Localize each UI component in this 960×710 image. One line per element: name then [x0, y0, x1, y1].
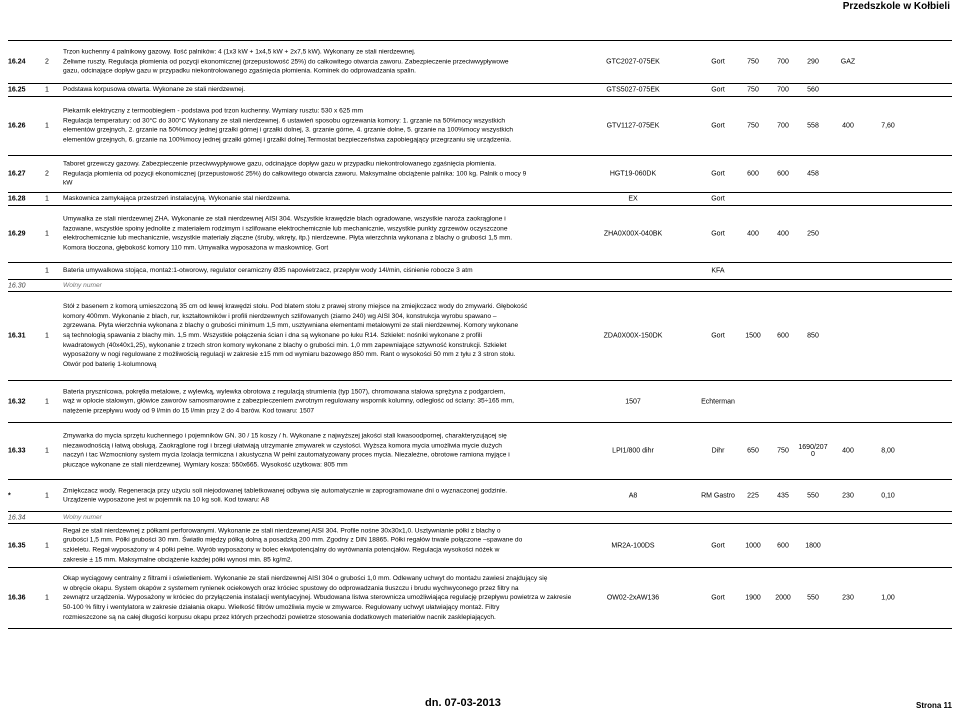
cell-x2: 8,00	[881, 447, 895, 455]
cell-h: 250	[807, 230, 819, 238]
cell-desc: Wolny numer	[63, 281, 102, 289]
cell-prod: Gort	[711, 332, 725, 340]
cell-num: 16.33	[8, 447, 26, 455]
cell-qty: 1	[45, 86, 49, 94]
cell-ord: OW02-2xAW136	[606, 594, 660, 602]
cell-d: 700	[777, 58, 789, 66]
cell-prod: Echterman	[701, 398, 735, 405]
cell-d: 750	[777, 447, 789, 455]
cell-prod: Dihr	[711, 447, 725, 455]
cell-h: 550	[807, 492, 819, 499]
cell-num: 16.28	[8, 195, 26, 203]
cell-num: 16.26	[8, 122, 26, 130]
cell-w: 225	[747, 492, 759, 499]
cell-qty: 2	[45, 58, 49, 66]
cell-ord: ZDA0X00X-150DK	[603, 332, 663, 340]
cell-d: 2000	[775, 594, 791, 602]
cell-ord: EX	[628, 195, 638, 203]
footer-page-number: Strona 11	[915, 701, 952, 710]
table-row	[8, 97, 952, 156]
table-row	[8, 423, 952, 480]
cell-x2: 7,60	[881, 122, 895, 130]
cell-num: *	[8, 492, 11, 499]
cell-num: 16.30	[8, 282, 26, 289]
cell-ord: GTC2027-075EK	[606, 58, 660, 66]
cell-w: 750	[747, 86, 759, 94]
table-row	[8, 381, 952, 423]
cell-qty: 1	[45, 492, 49, 499]
cell-h: 290	[807, 58, 819, 66]
cell-prod: Gort	[711, 594, 725, 602]
cell-num: 16.24	[8, 58, 26, 66]
cell-num: 16.35	[8, 542, 26, 549]
cell-num: 16.34	[8, 514, 26, 521]
cell-w: 650	[747, 447, 759, 455]
company-name: Przedszkole w Kołbieli	[842, 1, 950, 12]
cell-w: 1900	[745, 594, 761, 602]
cell-x1: 230	[842, 492, 854, 499]
cell-h: 1690/207 0	[798, 444, 828, 458]
cell-d: 700	[777, 122, 789, 130]
cell-ord: 1507	[625, 398, 641, 405]
cell-x2: 1,00	[881, 594, 895, 602]
cell-desc: Podstawa korpusowa otwarta. Wykonane ze stali nierdzewnej.	[63, 86, 246, 94]
cell-d: 600	[777, 542, 789, 549]
cell-x1: 230	[842, 594, 854, 602]
cell-num: 16.25	[8, 86, 26, 94]
cell-ord: LPI1/800 dihr	[612, 447, 654, 455]
cell-ord: ZHA0X00X-040BK	[603, 230, 663, 238]
cell-num: 16.31	[8, 332, 26, 340]
table-row	[8, 292, 952, 381]
cell-num: 16.32	[8, 398, 26, 405]
cell-d: 600	[777, 332, 789, 340]
cell-w: 750	[747, 58, 759, 66]
table-row	[8, 84, 952, 97]
cell-desc: Okap wyciągowy centralny z filtrami i oświetleniem. Wykonanie ze stali nierdzewnej AISI 304 o grubości 1,0 mm. Odlewany uchwyt do montażu zawiesi znajdujący się w obręcie okapu. System okapów z systemem rynienek ociekowych oraz króciec spustowy do odprowadzania tłuszczu i brudu wychwyconego przez filtry na zewnątrz urządzenia. Wyposażony w króciec do przyłączenia instalacji wentylacyjnej. Wbudowana listwa sterownicza umożliwiająca regulację przepływu powietrza w zakresie 50-100 % filtry i wentylatora w zakresie działania okapu. Wielkość filtrów umożliwia mycie w zmywarce. Regulowany uchwyt ułatwiający montaż. Filtry rozmieszczone są na całej długości korpusu okapu przez których przechodzi powietrze stosowania dodatkowych materiałów nacnik zasklepiających.	[63, 574, 572, 621]
cell-ord: GTV1127-075EK	[606, 122, 660, 130]
table-row	[8, 156, 952, 193]
table-row	[8, 524, 952, 568]
cell-num: 16.27	[8, 170, 26, 178]
table-row	[8, 40, 952, 84]
cell-prod: RM Gastro	[701, 492, 735, 499]
cell-qty: 1	[45, 398, 49, 405]
cell-x2: 0,10	[881, 492, 895, 499]
cell-h: 560	[807, 86, 819, 94]
cell-d: 700	[777, 86, 789, 94]
cell-x1: 400	[842, 122, 854, 130]
cell-x1: 400	[842, 447, 854, 455]
cell-qty: 1	[45, 230, 49, 238]
cell-desc: Stół z basenem z komorą umieszczoną 35 cm od lewej krawędzi stołu. Pod blatem stołu z prawej strony miejsce na zmiejkczacz wody do zmywarki. Głębokość komory 400mm. Wykonanie z blach, rur, kształtowników i profili nierdzewnych szlifowanych (ziarno 240) wg AISI 304, konstrukcja wyrobu spawano – zgrzewana. Płyta wierzchnia wykonana z blachy o grubości minimum 1,5 mm, usztywniana elementami metalowymi ze stali nierdzewnej. Komory wykonane są technologią spawania z blachy min. 1,5 mm. Wszystkie połączenia ścian i dna są wykonane po łuku R14. Szkielet: nośniki wykonane z profili kwadratowych (40x40x1,25), wykonanie z trzech stron komory wykonane z blachy o grubości min. 1,0 mm zapewniające sztywność konstrukcji. Szkielet wyposażony w nogi regulowane z możliwością regulacji w zakresie ±15 mm od wymiaru bazowego 850 mm. Rant o wysokości 50 mm z tyłu z 3 stron stołu. Otwór pod baterię 1-kolumnową	[63, 303, 528, 369]
cell-w: 1500	[745, 332, 761, 340]
cell-qty: 1	[45, 195, 49, 203]
cell-prod: Gort	[711, 86, 725, 94]
cell-w: 750	[747, 122, 759, 130]
cell-qty: 2	[45, 170, 49, 178]
cell-desc: Wolny numer	[63, 513, 102, 521]
cell-d: 435	[777, 492, 789, 499]
cell-desc: Umywalka ze stali nierdzewnej ZHA. Wykonanie ze stali nierdzewnej AISI 304. Wszystkie krawędzie blach ogradowane, wszystkie naroża zaokrąglone i fazowane, wszystkie spoiny jednolite z materiałem rodzimym i szlifowane elektrochemicznie lub mechanicznie, wszystkie punkty zgrzewów oczyszczone elektrochemicznie lub mechanicznie, wszystkie materiały złączne (śruby, wkręty, itp.) nierdzewne. Płyta wierzchnia wykonana z blachy o grubości 1,5 mm. Komora tłoczona, głębokość komory 110 mm. Umywalka wyposażona w maskownicę. Gort	[63, 215, 513, 252]
table-row	[8, 480, 952, 512]
cell-prod: Gort	[711, 230, 725, 238]
cell-desc: Bateria prysznicowa, pokrętła metalowe, z wylewką, wylewka obrotowa z regulacją strumienia (typ 1507), chromowana stalowa sprężyna z podgarciem, wąż w oplocie stalowym, główice zaworów samosmarowne z zabezpieczeniem zwrotnym regulowany wspornik kolumny, odległość od ściany: 35÷165 mm, natężenie przepływu wody od 9 l/min do 15 l/min przy 2 do 4 barów. Kod towaru: 1507	[63, 387, 514, 415]
cell-prod: Gort	[711, 122, 725, 130]
cell-desc: Zmywarka do mycia sprzętu kuchennego i pojemników GN. 30 / 15 koszy / h. Wykonane z najwyższej jakości stali kwasoodpornej, charakteryzującej się niezawodnością i łatwą obsługą. Zaokrąglone rogi i brzegi ułatwiają utrzymanie zmywarek w czystości. Wyższa komora mycia umożliwia mycie dużych naczyń i tac Wzmocniony system mycia Izolacja termiczna i akustyczna W pełni zautomatyzowany proces mycia. Niezależne, obrotowe ramiona myjące i płuczące wykonane ze stali nierdzewnej. Wymiary kosza: 550x665. Wysokość użytkowa: 805 mm	[63, 432, 510, 469]
cell-qty: 1	[45, 447, 49, 455]
cell-prod: Gort	[711, 58, 725, 66]
cell-qty: 1	[45, 267, 49, 275]
cell-qty: 1	[45, 542, 49, 549]
items-table	[8, 40, 952, 629]
table-row	[8, 512, 952, 524]
cell-prod: Gort	[711, 195, 725, 203]
cell-h: 1800	[805, 542, 821, 549]
table-row	[8, 193, 952, 206]
cell-desc: Piekarnik elektryczny z termoobiegiem - podstawa pod trzon kuchenny. Wymiary rusztu: 530 x 625 mm Regulacja temperatury: od 30°C do 300°C Wykonany ze stali nierdzewnej. 6 ustawień sposobu ogrzewania komory: 1. grzanie na 50%mocy wszystkich elementów grzejnych, 2. grzanie na 50%mocy jednej grzałki górnej i grzałki dolnej, 3. grzanie górne, 4. grzanie dolne, 5. grzanie na 100%mocy wszystkich elementów grzejnych, 6. grzanie na 100%mocy jednej grzałki górnej i grzałki dolnej.Termostat bezpieczeństwa zapobiegający przegrzaniu się urządzenia.	[63, 107, 514, 144]
cell-d: 600	[777, 170, 789, 178]
cell-desc: Bateria umywalkowa stojąca, montaż:1-otworowy, regulator ceramiczny Ø35 napowietrzacz, przepływ wody 14l/min, ciśnienie robocze 3 atm	[63, 267, 473, 275]
cell-qty: 1	[45, 594, 49, 602]
table-row	[8, 568, 952, 629]
cell-desc: Trzon kuchenny 4 palnikowy gazowy. Ilość palników: 4 (1x3 kW + 1x4,5 kW + 2x7,5 kW). Wykonany ze stali nierdzewnej. Żeliwne ruszty. Regulacja płomienia od pozycji ekonomicznej (przepustowość 25%) do całkowitego otwarcia zaworu. Zabezpieczenie przeciwwypływowe gazu, odcinające dopływ gazu w przypadku niekontrolowanego zgaśnięcia płomienia. Kominek do odprowadzania spalin.	[63, 48, 509, 75]
cell-w: 1000	[745, 542, 761, 549]
cell-h: 550	[807, 594, 819, 602]
cell-prod: Gort	[711, 170, 725, 178]
cell-h: 558	[807, 122, 819, 130]
table-row	[8, 206, 952, 263]
cell-x1: GAZ	[840, 58, 856, 66]
cell-desc: Regał ze stali nierdzewnej z półkami perforowanymi. Wykonanie ze stali nierdzewnej AISI 304. Profile nośne 30x30x1,0. Usztywnianie półki z blachy o grubości 1,5 mm. Półki grubości 30 mm. Światło między półką dolną a posadzką 200 mm. Zgodny z DIN 18865. Półki regałów trwale połączone –spawane do szkieletu. Regał wyposażony w 4 półki pełne. Wyrób wyposażony w bolec ekwipotencjalny do wyrównania potencjałów. Regulacja wysokości nóżek w zakresie ± 15 mm. Maksymalne obciążenie każdej półki wynosi min. 85 kg/m2.	[63, 527, 523, 564]
cell-ord: MR2A-100DS	[611, 542, 655, 549]
cell-prod: Gort	[711, 542, 725, 549]
cell-desc: Zmiękczacz wody. Regeneracja przy użyciu soli niejodowanej tabletkowanej odbywa się automatycznie w zaprogramowane dni o wyznaczonej godzinie. Urządzenie wyposażone jest w pojemnik na 10 kg soli. Kod towaru: A8	[63, 486, 508, 504]
cell-num: 16.29	[8, 230, 26, 238]
cell-w: 400	[747, 230, 759, 238]
cell-h: 850	[807, 332, 819, 340]
table-row	[8, 280, 952, 292]
cell-ord: A8	[628, 492, 638, 499]
cell-num: 16.36	[8, 594, 26, 602]
footer-date: dn. 07-03-2013	[425, 697, 501, 709]
cell-ord: HGT19-060DK	[609, 170, 657, 178]
cell-qty: 1	[45, 122, 49, 130]
cell-d: 400	[777, 230, 789, 238]
cell-h: 458	[807, 170, 819, 178]
cell-desc: Maskownica zamykająca przestrzeń instalacyjną. Wykonanie stal nierdzewna.	[63, 195, 291, 203]
table-row	[8, 263, 952, 280]
cell-w: 600	[747, 170, 759, 178]
cell-ord: GTS5027-075EK	[606, 86, 660, 94]
cell-desc: Taboret grzewczy gazowy. Zabezpieczenie przeciwwypływowe gazu, odcinające dopływ gazu w przypadku niekontrolowanego zgaśnięcia płomienia. Regulacja płomienia od pozycji ekonomicznej (przepustowość 25%) do całkowitego otwarcia zaworu. Maksymalne obciążenie palnika: 100 kg. Palnik o mocy 9 kW	[63, 160, 527, 187]
cell-qty: 1	[45, 332, 49, 340]
cell-prod: KFA	[711, 267, 725, 275]
